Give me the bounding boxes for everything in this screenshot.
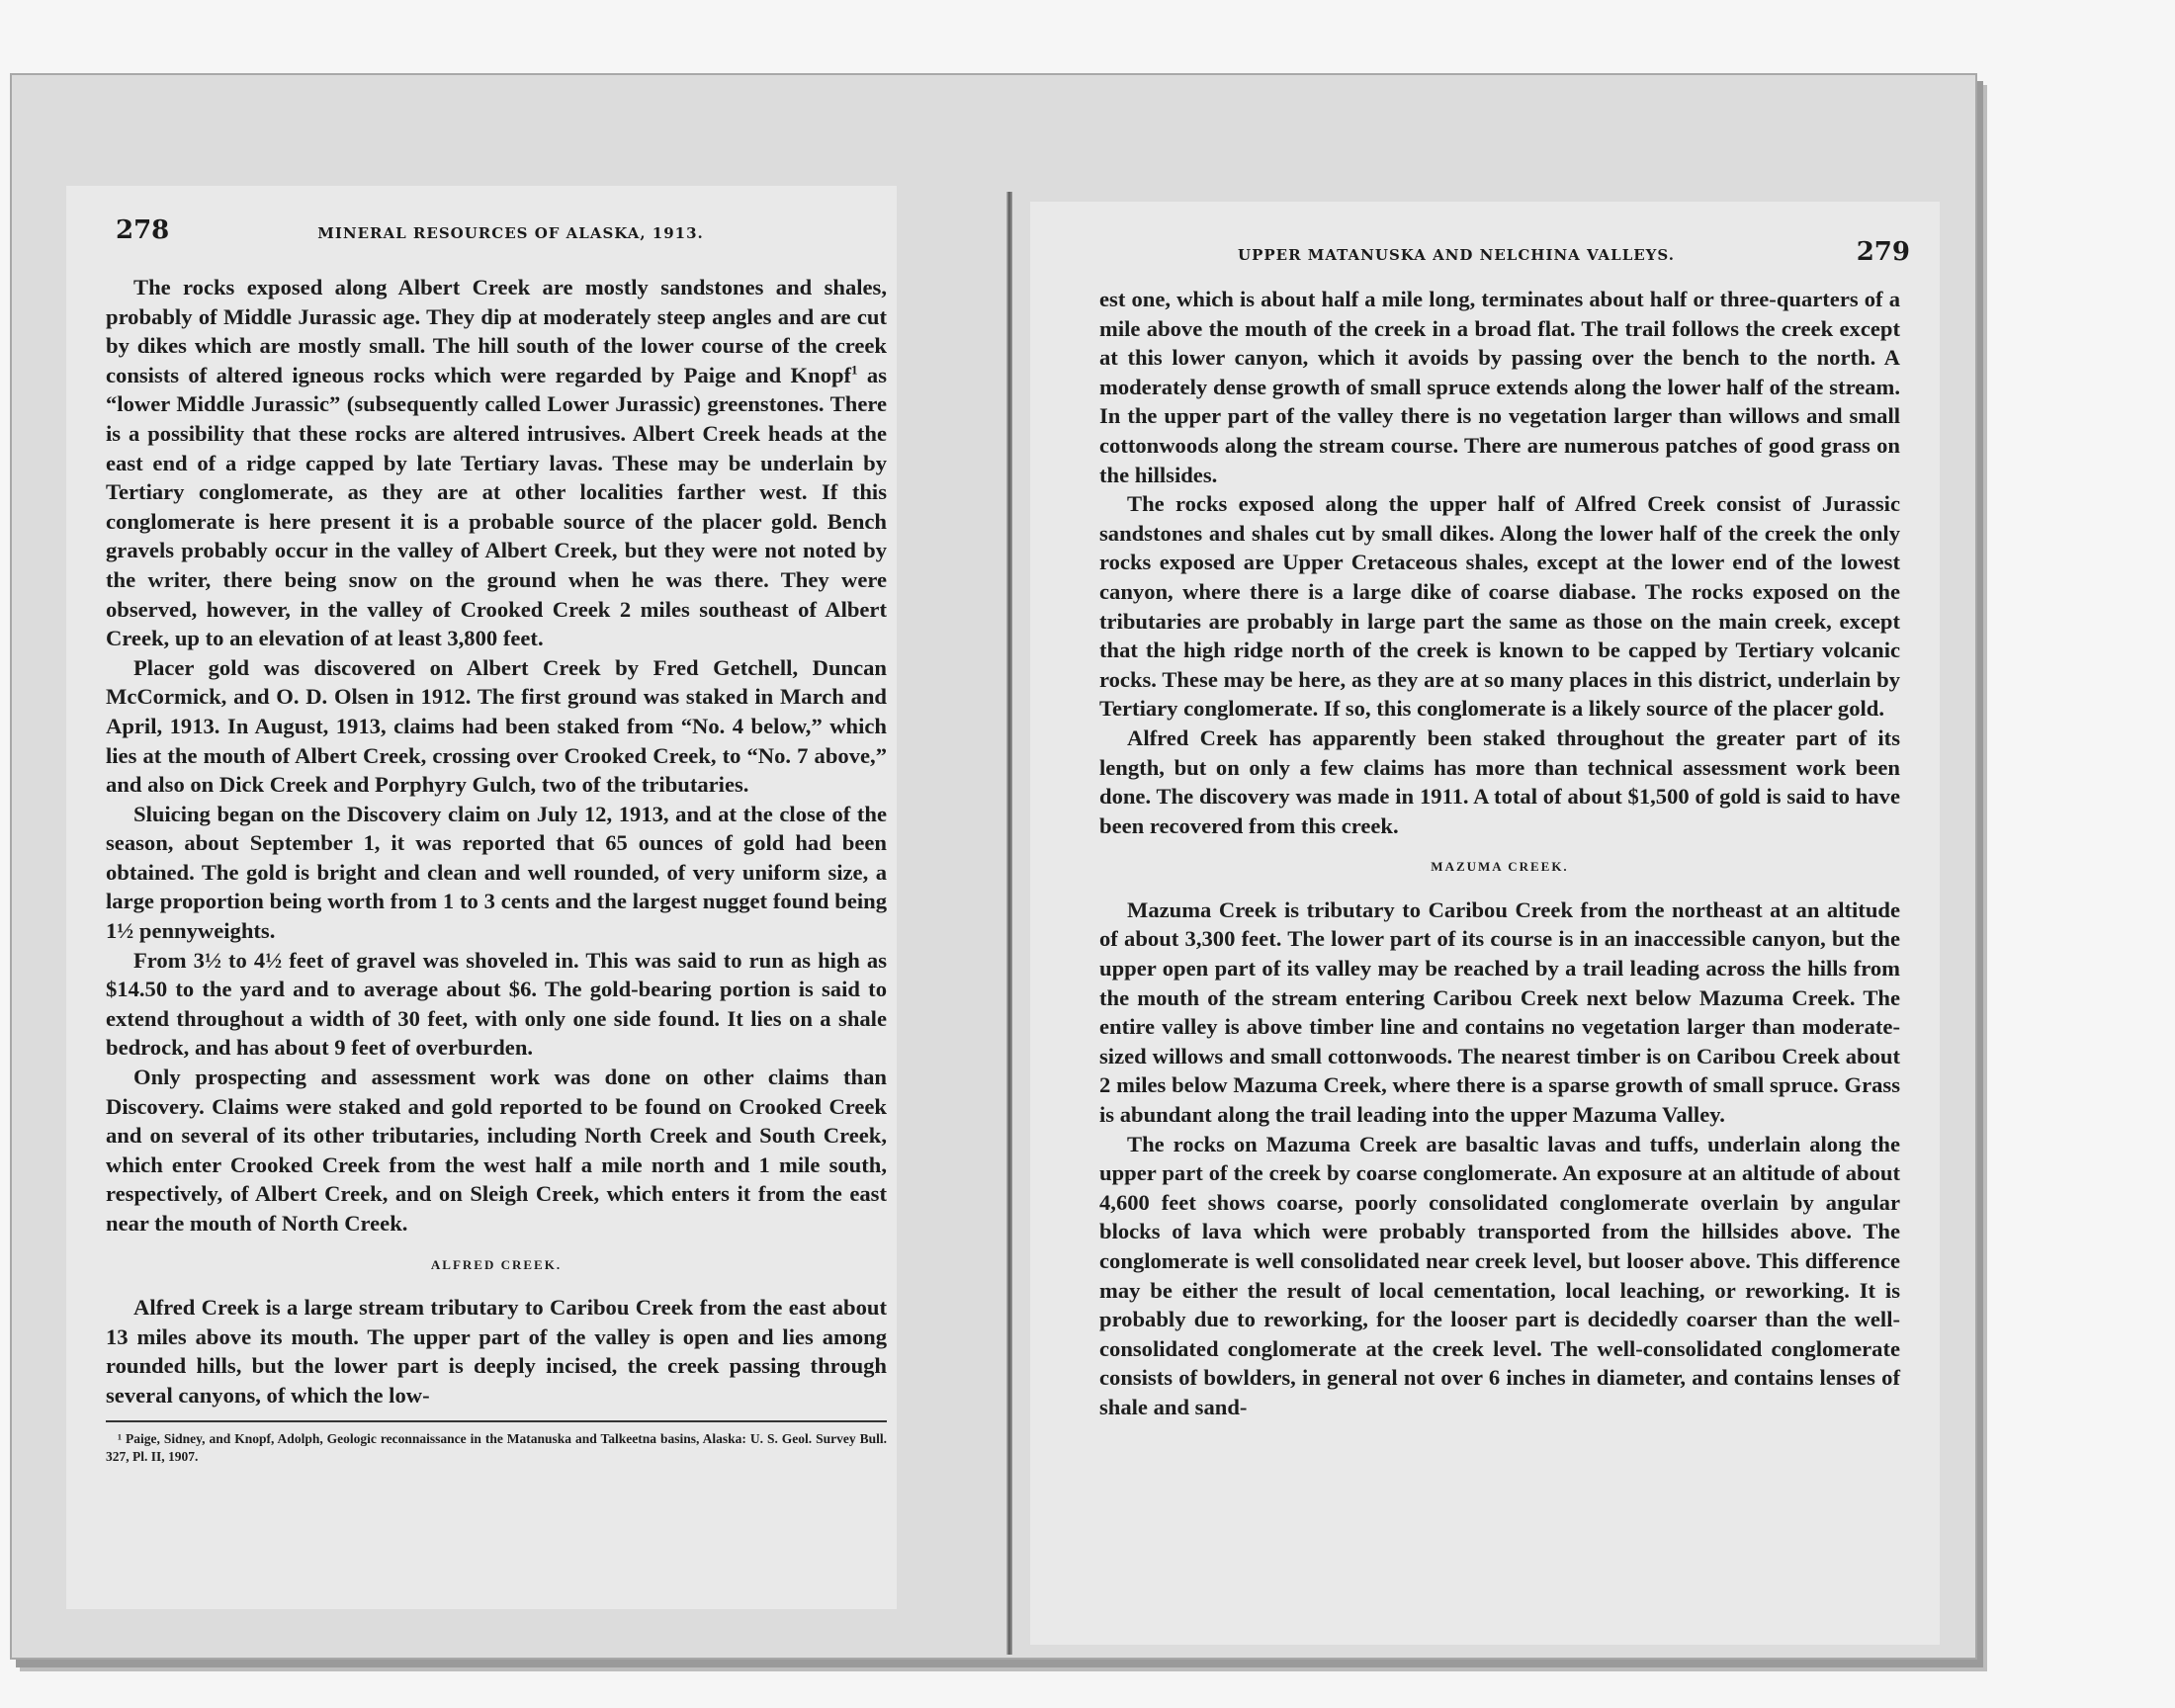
footnote-marker: 1 [851,362,858,378]
paragraph: est one, which is about half a mile long, terminates about half or three-quarters of a mile above the mouth of the creek in a broad flat. The trail follows the creek except at this lower canyon, which it avoids by passing over the bench to the north. A moderately dense growth of small spruce extends along the lower half of the stream. In the upper part of the valley there is no vegetation larger than willows and small cottonwoods along the stream course. There are numerous patches of good grass on the hillsides. [1099,287,1900,487]
paragraph: Alfred Creek is a large stream tributary to Caribou Creek from the east about 13 miles above its mouth. The upper part of the valley is open and lies among rounded hills, but the lower part is deeply incised, the creek passing through several canyons, of which the low- [106,1295,887,1408]
left-page-header [66,186,897,245]
right-page-body [1099,285,1900,1422]
paragraph-text: The rocks exposed along Albert Creek are mostly sandstones and shales, probably of Middle Jurassic age. They dip at moderately steep angles and are cut by dikes which are mostly small. The hill south of the lower course of the creek consists of altered igneous rocks which were regarded by Paige and Knopf [106,275,887,387]
right-page-header [1030,202,1940,267]
paragraph: The rocks on Mazuma Creek are basaltic lavas and tuffs, underlain along the upper part of the creek by coarse conglomerate. An exposure at an altitude of about 4,600 feet shows coarse, poorly consolidated conglomerate overlain by angular blocks of lava which were probably transported from the hillsides above. The conglomerate is well consolidated near creek level, but looser above. This difference may be either the result of local cementation, local leaching, or reworking. It is probably due to reworking, for the looser part is decidedly coarser than the well-consolidated conglomerate at the creek level. The well-consolidated conglomerate consists of bowlders, in general not over 6 inches in diameter, and contains lenses of shale and sand- [1099,1131,1900,1419]
paragraph: Mazuma Creek is tributary to Caribou Creek from the northeast at an altitude of about 3,300 feet. The lower part of its course is in an inaccessible canyon, but the upper open part of its valley may be reached by a trail leading across the hills from the mouth of the stream entering Caribou Creek next below Mazuma Creek. The entire valley is above timber line and contains no vegetation larger than moderate-sized willows and small cottonwoods. The nearest timber is on Caribou Creek about 2 miles below Mazuma Creek, where there is a sparse growth of small spruce. Grass is abundant along the trail leading into the upper Mazuma Valley. [1099,897,1900,1128]
left-running-head: MINERAL RESOURCES OF ALASKA, 1913. [317,224,704,242]
right-running-head: UPPER MATANUSKA AND NELCHINA VALLEYS. [1238,246,1675,264]
paragraph: Alfred Creek has apparently been staked throughout the greater part of its length, but on only a few claims has more than technical assessment work been done. The discovery was made in 1911. A total of about $1,500 of gold is said to have been recovered from this creek. [1099,725,1900,838]
book-spread [10,73,1977,1660]
paragraph: Only prospecting and assessment work was done on other claims than Discovery. Claims were staked and gold reported to be found on Crooked Creek and on several of its other tributaries, including North Creek and South Creek, which enter Crooked Creek from the west half a mile north and 1 mile south, respectively, of Albert Creek, and on Sleigh Creek, which enters it from the east near the mouth of North Creek. [106,1065,887,1236]
section-heading-alfred-creek: ALFRED CREEK. [430,1256,563,1272]
left-page [66,186,897,1609]
left-page-body [106,273,887,1466]
paragraph-text: as “lower Middle Jurassic” (subsequently called Lower Jurassic) greenstones. There is a possibility that these rocks are altered intrusives. Albert Creek heads at the east end of a ridge capped by late Tertiary lavas. These may be underlain by Tertiary conglomerate, as they are at other localities farther west. If this conglomerate is here present it is a probable source of the placer gold. Bench gravels probably occur in the valley of Albert Creek, but they were not noted by the writer, there being snow on the ground when he was there. They were observed, however, in the valley of Crooked Creek 2 miles southeast of Albert Creek, up to an elevation of at least 3,800 feet. [106,362,887,651]
paragraph: The rocks exposed along the upper half of Alfred Creek consist of Jurassic sandstones and shales cut by small dikes. Along the lower half of the creek the only rocks exposed are Upper Cretaceous shales, except at the lower end of the lowest canyon, where there is a large dike of coarse diabase. The rocks exposed on the tributaries are probably in large part the same as those on the main creek, except that the high ridge north of the creek is known to be capped by Tertiary volcanic rocks. These may be here, as they are at so many places in this district, underlain by Tertiary conglomerate. If so, this conglomerate is a likely source of the placer gold. [1099,491,1900,722]
right-page-number: 279 [1856,237,1910,267]
paragraph: From 3½ to 4½ feet of gravel was shoveled in. This was said to run as high as $14.50 to the yard and to average about $6. The gold-bearing portion is said to extend throughout a width of 30 feet, with only one side found. It lies on a shale bedrock, and has about 9 feet of overburden. [106,947,887,1061]
paragraph: Sluicing began on the Discovery claim on July 12, 1913, and at the close of the season, about September 1, it was reported that 65 ounces of gold had been obtained. The gold is bright and clean and well rounded, of very uniform size, a large proportion being worth from 1 to 3 cents and the largest nugget found being 1½ pennyweights. [106,801,887,944]
footnote: ¹ Paige, Sidney, and Knopf, Adolph, Geologic reconnaissance in the Matanuska and Talkeetna basins, Alaska: U. S. Geol. Survey Bull. 327, Pl. II, 1907. [106,1430,887,1464]
right-page [1030,202,1940,1645]
section-heading-mazuma-creek: MAZUMA CREEK. [1431,859,1569,875]
footnote-rule [106,1420,887,1422]
paragraph [106,273,887,653]
left-page-number: 278 [116,215,170,245]
paragraph: Placer gold was discovered on Albert Creek by Fred Getchell, Duncan McCormick, and O. D. Olsen in 1912. The first ground was staked in March and April, 1913. In August, 1913, claims had been staked from “No. 4 below,” which lies at the mouth of Albert Creek, crossing over Crooked Creek, to “No. 7 above,” and also on Dick Creek and Porphyry Gulch, two of the tributaries. [106,654,887,798]
book-gutter [1006,192,1012,1655]
